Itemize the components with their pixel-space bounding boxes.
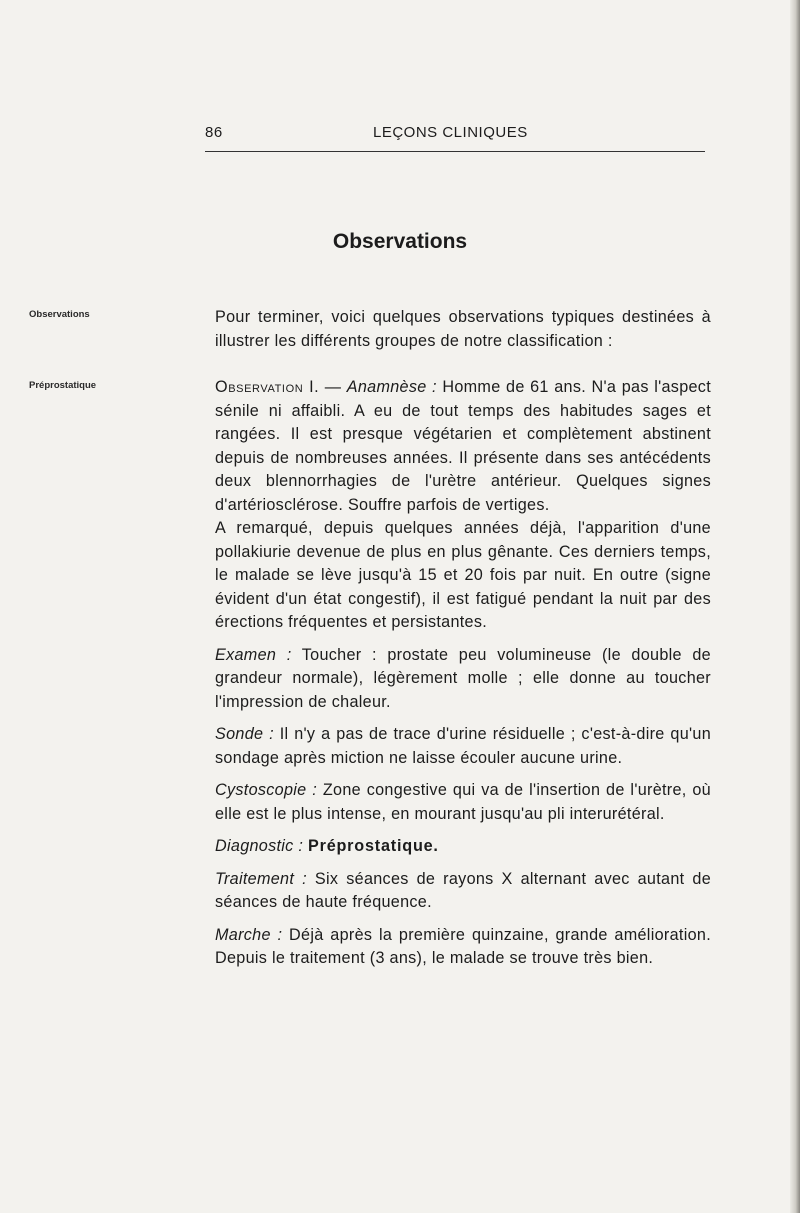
cystoscopie-text: Zone congestive qui va de l'insertion de l'urètre, où elle est le plus intense, en mourant jusqu'au pli interurétéral. <box>215 781 711 823</box>
running-title: LEÇONS CLINIQUES <box>373 124 528 141</box>
dash: — <box>319 378 347 396</box>
anamnese-paragraph <box>215 376 711 517</box>
traitement-text: Six séances de rayons X alternant avec autant de séances de haute fréquence. <box>215 869 711 911</box>
observation-heading: Observation I. <box>215 378 320 396</box>
section-title: Observations <box>332 230 468 253</box>
page-edge <box>790 0 800 1213</box>
traitement-label: Traitement : <box>215 869 307 888</box>
observation-body <box>215 376 711 971</box>
diagnostic-label: Diagnostic : <box>215 837 304 855</box>
sonde-paragraph <box>215 723 711 770</box>
anamnese-label: Anamnèse : <box>346 378 437 396</box>
examen-text: Toucher : prostate peu volumineuse (le double de grandeur normale), légèrement molle ; elle donne au toucher l'impression de chaleur. <box>215 645 711 711</box>
anamnese-text: Homme de 61 ans. N'a pas l'aspect sénile ni affaibli. A eu de tout temps des habitudes sages et rangées. Il est presque végétarien et complètement abstinent depuis de nombreuses années. Il présente dans ses antécédents deux blennorrhagies de l'urètre antérieur. Quelques signes d'artériosclérose. Souffre parfois de vertiges. <box>215 378 711 514</box>
margin-note-observations: Observations <box>29 309 90 320</box>
diagnostic-value: Préprostatique. <box>308 837 439 855</box>
history-paragraph <box>215 517 711 635</box>
marche-paragraph <box>215 924 711 971</box>
history-text: A remarqué, depuis quelques années déjà, l'apparition d'une pollakiurie devenue de plus en plus gênante. Ces derniers temps, le malade se lève jusqu'à 15 et 20 fois par nuit. En outre (signe évident d'un état congestif), il est fatigué pendant la nuit par des érections fréquentes et persistantes. <box>215 519 711 631</box>
traitement-paragraph <box>215 868 711 915</box>
marche-text: Déjà après la première quinzaine, grande amélioration. Depuis le traitement (3 ans), le malade se trouve très bien. <box>215 925 711 967</box>
sonde-text: Il n'y a pas de trace d'urine résiduelle ; c'est-à-dire qu'un sondage après miction ne laisse écouler aucune urine. <box>215 725 711 767</box>
header-rule <box>205 151 705 152</box>
intro-paragraph <box>215 306 711 353</box>
diagnostic-paragraph <box>215 835 711 859</box>
intro-text: Pour terminer, voici quelques observations typiques destinées à illustrer les différents groupes de notre classification : <box>215 308 711 350</box>
sonde-label: Sonde : <box>215 725 274 743</box>
page-number: 86 <box>205 124 223 141</box>
cystoscopie-paragraph <box>215 779 711 826</box>
running-header <box>205 118 705 142</box>
cystoscopie-label: Cystoscopie : <box>215 781 318 799</box>
margin-note-preprostatique: Préprostatique <box>29 380 97 391</box>
examen-label: Examen : <box>215 645 292 664</box>
marche-label: Marche : <box>215 925 283 944</box>
examen-paragraph <box>215 644 711 715</box>
